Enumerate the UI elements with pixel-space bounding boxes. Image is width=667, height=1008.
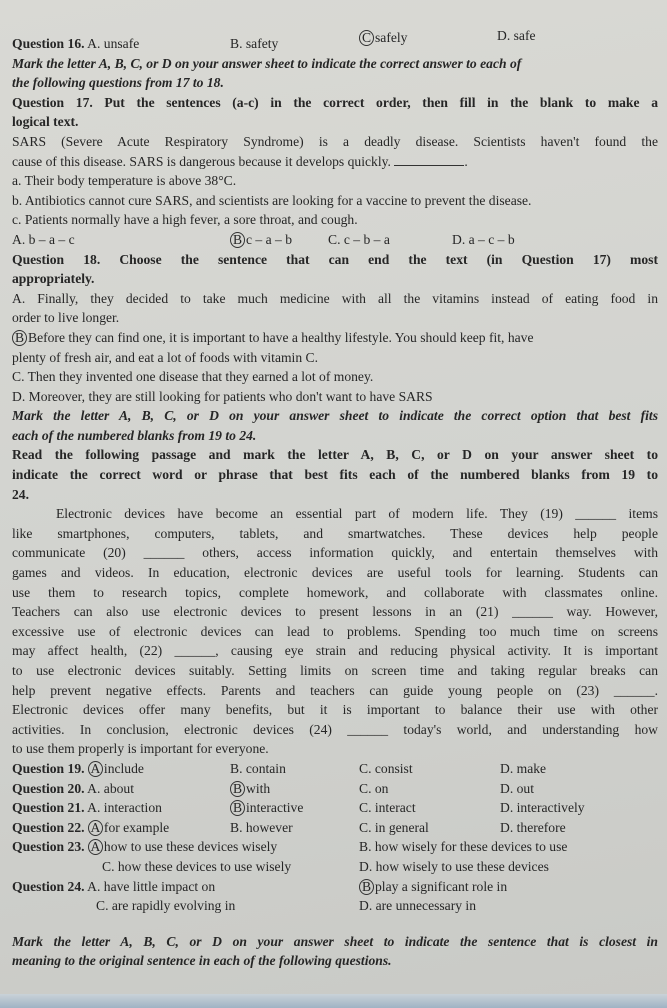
question-21 — [12, 798, 658, 818]
option-c: C. c – b – a — [328, 231, 390, 247]
instruction: each of the numbered blanks from 19 to 24. — [12, 427, 257, 443]
question-label: Question 24. — [12, 878, 85, 894]
question-label: Question 22. — [12, 819, 85, 835]
read-instruction: Read the following passage and mark the letter A, B, C, or D on your answer sheet to — [12, 447, 658, 463]
exam-page — [12, 28, 658, 971]
q17-options — [12, 230, 658, 250]
option-b: B. however — [230, 819, 293, 835]
passage-line: excessive use of electronic devices can lead to problems. Spending too much time on screens — [12, 623, 658, 639]
passage-line: like smartphones, computers, tablets, and smartwatches. These devices help people — [12, 525, 658, 541]
passage-line: may affect health, (22) ______, causing eye strain and reducing physical activity. It is important — [12, 643, 658, 659]
option-c: C. consist — [359, 760, 413, 776]
option-d: D. Moreover, they are still looking for patients who don't want to have SARS — [12, 388, 433, 404]
option-c: C. in general — [359, 819, 429, 835]
option-c: C. Then they invented one disease that they earned a lot of money. — [12, 369, 374, 385]
question-18-title: appropriately. — [12, 271, 95, 287]
question-18-title: Question 18. Choose the sentence that can end the text (in Question 17) most — [12, 251, 658, 267]
question-22 — [12, 818, 658, 838]
option-c: C. interact — [359, 800, 416, 816]
option-d: D. a – c – b — [452, 231, 515, 247]
passage-line: communicate (20) ______ others, access information quickly, and entertain themselves with — [12, 545, 658, 561]
instruction: meaning to the original sentence in each of the following questions. — [12, 953, 392, 969]
option-d: D. out — [500, 780, 534, 796]
instruction: the following questions from 17 to 18. — [12, 75, 224, 91]
option-b: B. safety — [230, 36, 279, 51]
question-16 — [12, 28, 658, 54]
answer-circle: B — [230, 781, 245, 797]
option-a: A. b – a – c — [12, 231, 75, 247]
option-a-cont: order to live longer. — [12, 310, 120, 326]
option-a: include — [103, 760, 144, 776]
question-label: Question 21. — [12, 800, 85, 816]
option-a: A. interaction — [87, 800, 162, 816]
question-23 — [12, 837, 658, 857]
answer-circle: B — [230, 232, 245, 248]
option-b: c – a – b — [246, 231, 293, 247]
answer-circle: B — [230, 800, 245, 816]
option-a: how to use these devices wisely — [103, 839, 278, 855]
option-d: D. safe — [497, 28, 536, 43]
question-23-cont — [12, 857, 658, 877]
answer-circle: A — [88, 820, 103, 836]
option-b: with — [246, 780, 271, 796]
option-b-cont: plenty of fresh air, and eat a lot of foods with vitamin C. — [12, 349, 318, 365]
answer-circle: C — [359, 30, 374, 46]
instruction: Mark the letter A, B, C, or D on your answer sheet to indicate the correct option that best fits — [12, 408, 658, 424]
question-label: Question 19. — [12, 760, 85, 776]
question-17-title: logical text. — [12, 114, 79, 130]
passage-line: help prevent negative effects. Parents and teachers can guide young people on (23) ______. — [12, 682, 658, 698]
answer-circle: B — [12, 330, 27, 346]
option-b: interactive — [246, 800, 304, 816]
option-c: safely — [375, 30, 408, 45]
instruction: Mark the letter A, B, C, or D on your answer sheet to indicate the correct answer to each of — [12, 55, 522, 71]
option-d: D. therefore — [500, 819, 566, 835]
q17-text: cause of this disease. SARS is dangerous because it develops quickly. . — [12, 153, 468, 169]
background-surface — [0, 994, 667, 1008]
question-24 — [12, 877, 658, 897]
question-label: Question 23. — [12, 839, 85, 855]
answer-circle: A — [88, 839, 103, 855]
question-20 — [12, 779, 658, 799]
option-b: B. how wisely for these devices to use — [359, 839, 568, 855]
answer-circle: B — [359, 879, 374, 895]
passage-line: to use them properly is important for everyone. — [12, 741, 269, 757]
option-a: A. Finally, they decided to take much medicine with all the vitamins instead of eating food in — [12, 290, 658, 306]
option-b: B. contain — [230, 760, 286, 776]
question-19 — [12, 759, 658, 779]
sentence-c: c. Patients normally have a high fever, a sore throat, and cough. — [12, 212, 358, 228]
option-a: A. about — [87, 780, 134, 796]
passage-line: to use electronic devices suitably. Setting limits on screen time and taking regular breaks can — [12, 663, 658, 678]
question-24-cont — [12, 896, 658, 916]
read-instruction: 24. — [12, 486, 29, 502]
text: cause of this disease. SARS is dangerous because it develops quickly. — [12, 153, 391, 169]
option-d: D. make — [500, 760, 547, 776]
option-b — [12, 328, 658, 348]
option-c: C. on — [359, 780, 389, 796]
option-a: A. have little impact on — [87, 878, 216, 894]
question-label: Question 20. — [12, 780, 85, 796]
option-c: C. how these devices to use wisely — [102, 858, 292, 874]
option-a: A. unsafe — [87, 36, 140, 51]
passage-line: activities. In conclusion, electronic devices (24) ______ today's world, and understanding how — [12, 721, 658, 737]
instruction: Mark the letter A, B, C, or D on your answer sheet to indicate the sentence that is closest in — [12, 933, 658, 949]
text: Before they can find one, it is important to have a healthy lifestyle. You should keep fit, have — [28, 329, 534, 345]
passage-line: use them to research topics, complete homework, and collaborate with classmates online. — [12, 584, 658, 600]
option-d: D. how wisely to use these devices — [359, 858, 549, 874]
option-c: C. are rapidly evolving in — [96, 898, 236, 914]
passage-line: Electronic devices offer many benefits, but it is important to balance their use with other — [12, 702, 658, 718]
question-label: Question 16. — [12, 36, 85, 51]
read-instruction: indicate the correct word or phrase that best fits each of the numbered blanks from 19 to — [12, 467, 658, 483]
sentence-a: a. Their body temperature is above 38°C. — [12, 173, 237, 189]
question-17-title: Question 17. Put the sentences (a-c) in the correct order, then fill in the blank to make a — [12, 94, 658, 110]
option-b: play a significant role in — [375, 878, 508, 894]
sentence-b: b. Antibiotics cannot cure SARS, and scientists are looking for a vaccine to prevent the disease. — [12, 192, 532, 208]
passage-line: Electronic devices have become an essential part of modern life. They (19) ______ items — [56, 506, 658, 522]
passage-line: Teachers can also use electronic devices to present lessons in an (21) ______ way. However, — [12, 604, 658, 620]
answer-circle: A — [88, 761, 103, 777]
passage-line: games and videos. In education, electronic devices are useful tools for learning. Students can — [12, 565, 658, 581]
option-d: D. are unnecessary in — [359, 898, 477, 914]
option-a: for example — [103, 819, 170, 835]
blank — [394, 165, 464, 166]
option-d: D. interactively — [500, 800, 585, 816]
q17-text: SARS (Severe Acute Respiratory Syndrome) is a deadly disease. Scientists haven't found the — [12, 133, 658, 149]
